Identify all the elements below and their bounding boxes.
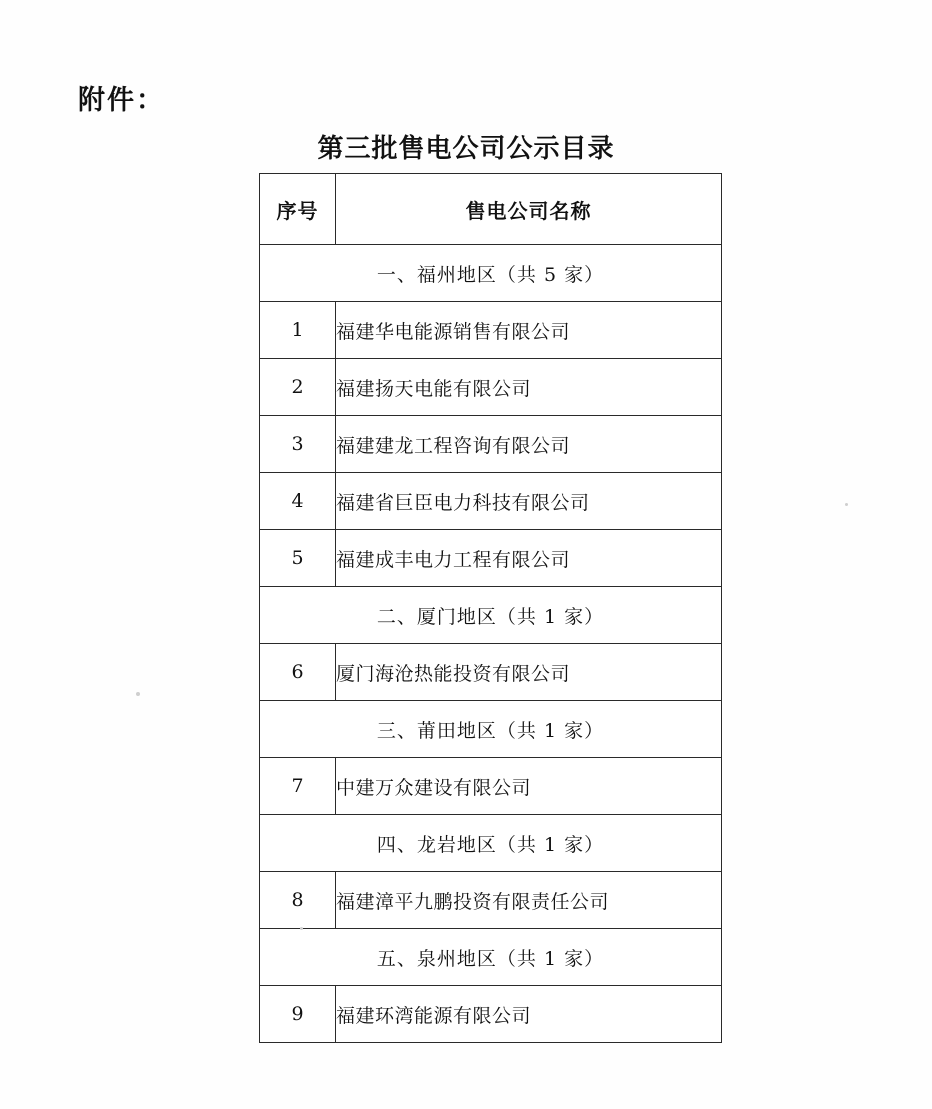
cell-company-name: 福建华电能源销售有限公司 — [336, 302, 722, 359]
table-group-row — [260, 245, 722, 302]
table-row — [260, 872, 722, 929]
cell-index: 9 — [260, 986, 336, 1043]
cell-index: 8 — [260, 872, 336, 929]
table-group-row — [260, 587, 722, 644]
attachment-label: 附件： — [78, 85, 165, 116]
region-group-label: 二、厦门地区（共 1 家） — [260, 587, 722, 644]
scan-speck — [136, 692, 140, 696]
table-row — [260, 416, 722, 473]
cell-company-name: 厦门海沧热能投资有限公司 — [336, 644, 722, 701]
scan-speck — [845, 503, 848, 506]
cell-index: 6 — [260, 644, 336, 701]
cell-index: 3 — [260, 416, 336, 473]
region-group-label: 三、莆田地区（共 1 家） — [260, 701, 722, 758]
table-row — [260, 530, 722, 587]
table-row — [260, 473, 722, 530]
company-listing-table — [259, 173, 722, 1043]
region-group-label: 五、泉州地区（共 1 家） — [260, 929, 722, 986]
cell-company-name: 福建环湾能源有限公司 — [336, 986, 722, 1043]
table-group-row — [260, 701, 722, 758]
table-row — [260, 758, 722, 815]
cell-index: 4 — [260, 473, 336, 530]
cell-index: 1 — [260, 302, 336, 359]
table-row — [260, 359, 722, 416]
table-row — [260, 986, 722, 1043]
cell-company-name: 中建万众建设有限公司 — [336, 758, 722, 815]
region-group-label: 四、龙岩地区（共 1 家） — [260, 815, 722, 872]
table-row — [260, 644, 722, 701]
column-header-company: 售电公司名称 — [336, 174, 722, 245]
cell-company-name: 福建成丰电力工程有限公司 — [336, 530, 722, 587]
company-listing-table-wrap — [259, 173, 721, 1043]
cell-company-name: 福建省巨臣电力科技有限公司 — [336, 473, 722, 530]
cell-company-name: 福建建龙工程咨询有限公司 — [336, 416, 722, 473]
cell-company-name: 福建漳平九鹏投资有限责任公司 — [336, 872, 722, 929]
cell-company-name: 福建扬天电能有限公司 — [336, 359, 722, 416]
table-header-row — [260, 174, 722, 245]
table-group-row — [260, 815, 722, 872]
cell-index: 2 — [260, 359, 336, 416]
column-header-index: 序号 — [260, 174, 336, 245]
table-group-row — [260, 929, 722, 986]
cell-index: 7 — [260, 758, 336, 815]
page-title: 第三批售电公司公示目录 — [317, 134, 615, 164]
scan-speck — [300, 927, 303, 930]
region-group-label: 一、福州地区（共 5 家） — [260, 245, 722, 302]
cell-index: 5 — [260, 530, 336, 587]
table-body — [260, 245, 722, 1043]
table-row — [260, 302, 722, 359]
